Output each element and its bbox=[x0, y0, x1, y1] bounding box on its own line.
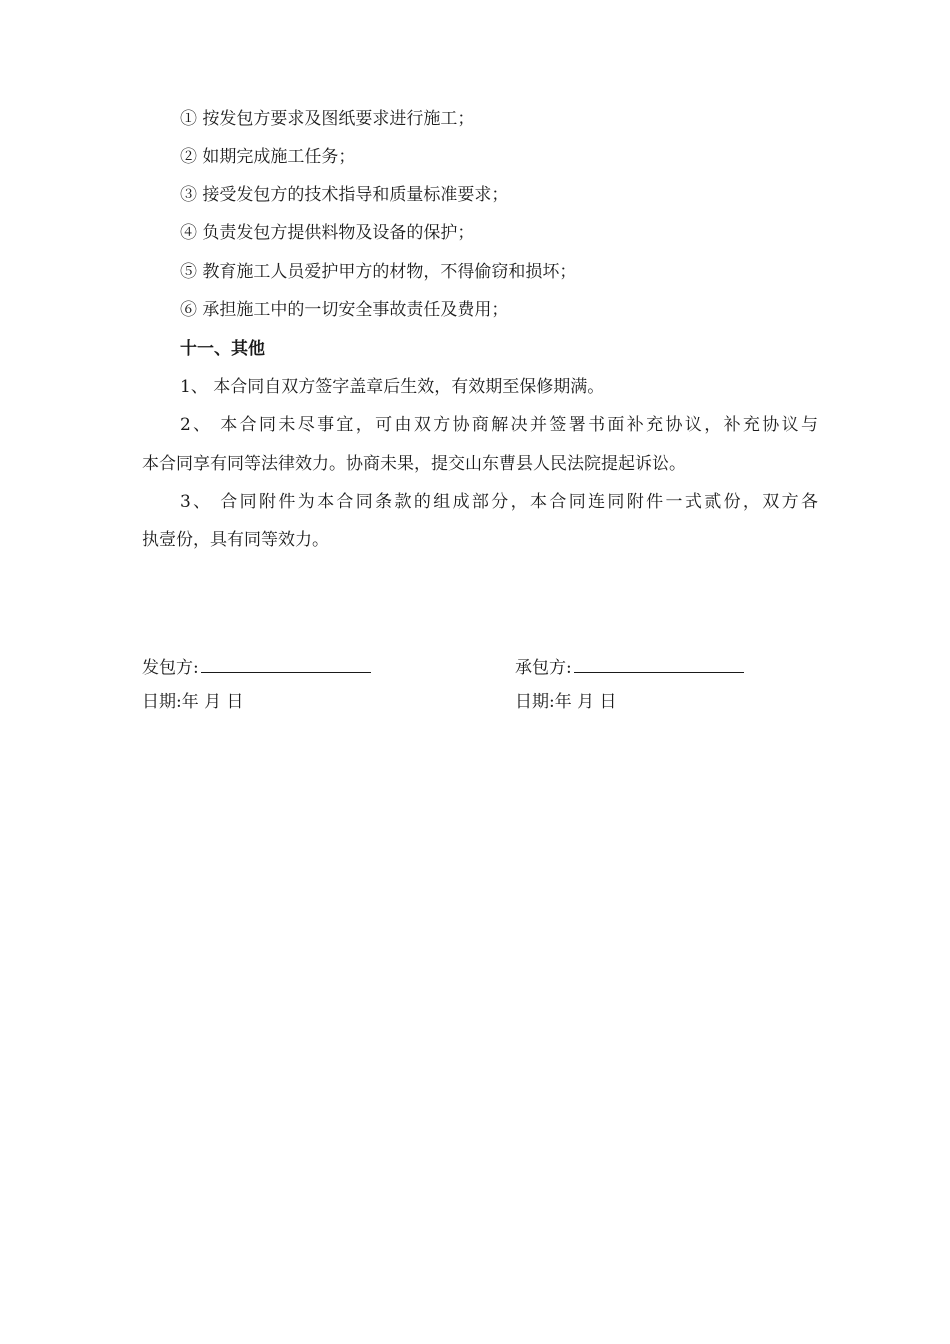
party-b-date: 日期:年 月 日 bbox=[515, 692, 617, 712]
duty-item-2: ② 如期完成施工任务； bbox=[180, 147, 356, 167]
party-a-signature-blank bbox=[201, 654, 371, 673]
party-b-label: 承包方: bbox=[515, 658, 572, 678]
duty-item-3: ③ 接受发包方的技术指导和质量标准要求； bbox=[180, 185, 509, 205]
clause-2-line-2: 本合同享有同等法律效力。协商未果，提交山东曹县人民法院提起诉讼。 bbox=[142, 454, 686, 474]
party-a-signature-line bbox=[142, 654, 371, 680]
clause-1: 1、 本合同自双方签字盖章后生效，有效期至保修期满。 bbox=[180, 377, 605, 397]
section-heading-other: 十一、其他 bbox=[180, 339, 265, 359]
duty-item-5: ⑤ 教育施工人员爱护甲方的材物，不得偷窃和损坏； bbox=[180, 262, 577, 282]
party-b-signature-blank bbox=[574, 654, 744, 673]
duty-item-6: ⑥ 承担施工中的一切安全事故责任及费用； bbox=[180, 300, 509, 320]
clause-3-line-2: 执壹份，具有同等效力。 bbox=[142, 530, 329, 550]
duty-item-4: ④ 负责发包方提供料物及设备的保护； bbox=[180, 223, 475, 243]
duty-item-1: ① 按发包方要求及图纸要求进行施工； bbox=[180, 109, 475, 129]
clause-2-line-1: 2、 本合同未尽事宜，可由双方协商解决并签署书面补充协议，补充协议与 bbox=[180, 415, 818, 435]
party-a-date: 日期:年 月 日 bbox=[142, 692, 244, 712]
clause-3-line-1: 3、 合同附件为本合同条款的组成部分，本合同连同附件一式贰份，双方各 bbox=[180, 492, 818, 512]
party-b-signature-line bbox=[515, 654, 744, 680]
party-a-label: 发包方: bbox=[142, 658, 199, 678]
